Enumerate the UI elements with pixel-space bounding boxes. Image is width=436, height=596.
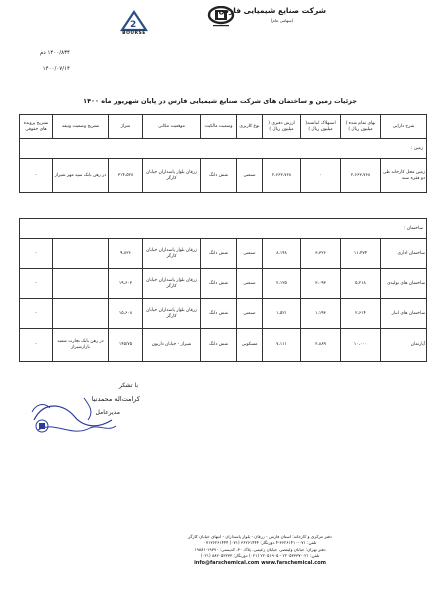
- column-header: تشریح وضعیت وثیقه: [53, 115, 109, 139]
- cell-book-value: ۲،۶۶۳،۷۶۸: [263, 159, 301, 193]
- cell-location: زرقان بلوار پاسداران خیابان کارگر: [143, 159, 201, 193]
- cell-location: زرقان بلوار پاسداران خیابان کارگر: [143, 299, 201, 329]
- cell-usage: صنعتی: [237, 269, 263, 299]
- cell-cost: ۱۰،۰۰۰: [341, 329, 381, 362]
- section-label-land: زمین :: [341, 139, 427, 159]
- cell-usage: صنعتی: [237, 299, 263, 329]
- company-name: شرکت صنایع شیمیایی فارس: [218, 6, 326, 15]
- column-header: بهای تمام شده ( میلیون ریال ): [341, 115, 381, 139]
- footer-tehran-address: دفتر تهران: خیابان ولیعصر، خیابان زعیمی، پلاک ۳۰، کدپستی: ۱۹۷۹۰-۱۹۸۸۱: [194, 546, 326, 552]
- cell-collateral: در رهن بانک سپه مهر شیراز: [53, 159, 109, 193]
- asset-table: [19, 114, 427, 362]
- svg-text:2: 2: [130, 20, 137, 30]
- cell-legal: -: [20, 159, 53, 193]
- cell-depreciation: ۱،۱۹۳: [301, 299, 341, 329]
- cell-asset: ساختمان های انبار: [381, 299, 427, 329]
- cell-collateral: [53, 239, 109, 269]
- cell-collateral: [53, 299, 109, 329]
- cell-asset: ساختمان اداری: [381, 239, 427, 269]
- cell-location: زرقان بلوار پاسداران خیابان کارگر: [143, 239, 201, 269]
- table-row: [20, 269, 427, 299]
- table-row: [20, 329, 427, 362]
- cell-area: ۳۱۴،۵۲۸: [109, 159, 143, 193]
- cell-cost: ۱۱،۴۷۴: [341, 239, 381, 269]
- cell-area: ۱۵،۶۰۸: [109, 299, 143, 329]
- table-row: [20, 239, 427, 269]
- cell-ownership: شش دانگ: [201, 269, 237, 299]
- cell-usage: صنعتی: [237, 239, 263, 269]
- cell-ownership: شش دانگ: [201, 329, 237, 362]
- cell-collateral: [53, 269, 109, 299]
- column-header: نوع کاربری: [237, 115, 263, 139]
- section-row-land: [20, 139, 427, 159]
- cell-ownership: شش دانگ: [201, 299, 237, 329]
- cell-book-value: ۱،۵۲۱: [263, 299, 301, 329]
- cell-cost: ۲،۶۱۴: [341, 299, 381, 329]
- company-subtitle: (سهامی عام): [270, 18, 294, 23]
- table-row: [20, 159, 427, 193]
- cell-legal: -: [20, 239, 53, 269]
- cell-usage: مسکونی: [237, 329, 263, 362]
- cell-depreciation: ۰: [301, 159, 341, 193]
- cell-ownership: شش دانگ: [201, 159, 237, 193]
- column-header: متراژ: [109, 115, 143, 139]
- column-header: تشریح پرونده های حقوقی: [20, 115, 53, 139]
- cell-cost: ۲،۶۶۳،۷۶۸: [341, 159, 381, 193]
- cell-book-value: ۸،۱۴۸: [263, 239, 301, 269]
- column-header: ارزش دفتری ( میلیون ریال ): [263, 115, 301, 139]
- letter-number: ۱۴۰۰/۸۳۴ دم: [39, 50, 70, 56]
- footer-website: info@farschemical.com www.farschemical.com: [194, 559, 326, 566]
- column-header: شرح دارایی: [381, 115, 427, 139]
- document-title: جزئیات زمین و ساختمان های شرکت صنایع شیمیایی فارس در پایان شهریور ماه ۱۴۰۰: [83, 97, 357, 105]
- column-header: موقعیت مکانی: [143, 115, 201, 139]
- cell-legal: -: [20, 329, 53, 362]
- cell-area: ۱۹،۶۰۳: [109, 269, 143, 299]
- table-row: [20, 299, 427, 329]
- cell-asset: ساختمان های تولیدی: [381, 269, 427, 299]
- section-label-buildings: ساختمان :: [341, 219, 427, 239]
- section-row-buildings: [20, 219, 427, 239]
- signatory-title: مدیرعامل: [95, 409, 120, 416]
- cell-location: زرقان بلوار پاسداران خیابان کارگر: [143, 269, 201, 299]
- column-header: استهلاک انباشته( میلیون ریال ): [301, 115, 341, 139]
- cell-depreciation: ۲،۸۸۹: [301, 329, 341, 362]
- cell-ownership: شش دانگ: [201, 239, 237, 269]
- table-header-row: [20, 115, 427, 139]
- company-stamp: [24, 390, 124, 445]
- signatory-name: کرامت‌اله محمدنیا: [91, 395, 140, 403]
- cell-usage: صنعتی: [237, 159, 263, 193]
- cell-legal: -: [20, 269, 53, 299]
- column-header: وضعیت مالکیت: [201, 115, 237, 139]
- footer-tehran-phone: تلفن: ۰۲۱-۲۲۰۵۳۳۳۷ - ۲۲۰۵۱۹۰۵ (۰۲۱) دورنگار: ۸۸۲۰۵۳۲۳۳ (۰۲۱): [200, 553, 320, 559]
- spacer-row: [20, 193, 427, 219]
- closing-thanks: با تشکر: [118, 382, 138, 389]
- cell-book-value: ۷،۱۱۱: [263, 329, 301, 362]
- cell-book-value: ۲،۱۲۵: [263, 269, 301, 299]
- bourse-label: BOURSE: [122, 31, 146, 36]
- cell-asset: آپارتمان: [381, 329, 427, 362]
- footer-phone-line: تلفن: ۰۷۱-۳۶۲۶۱۴۱۰-۴ دورنگار: ۳۶۲۶۱۴۴۴ (۰۷۱) ۰۷۱۳۶۲۶۱۴۴۴: [203, 540, 317, 546]
- footer-address-line: دفتر مرکزی و کارخانه: استان فارس - زرقان - بلوار پاسداران - انتهای خیابان کارگر: [188, 534, 332, 539]
- cell-depreciation: ۳،۰۹۳: [301, 269, 341, 299]
- footer-contact: [110, 534, 410, 566]
- cell-legal: -: [20, 299, 53, 329]
- cell-cost: ۵،۲۱۸: [341, 269, 381, 299]
- cell-asset: زمین محل کارخانه طی دو فقره سند: [381, 159, 427, 193]
- cell-location: شیراز - خیابان داریون: [143, 329, 201, 362]
- cell-collateral: در رهن بانک تجارت شعبه بازارشیراز: [53, 329, 109, 362]
- cell-area: ۱۴۵/۷۵: [109, 329, 143, 362]
- letter-date: ۱۴۰۰/۰۷/۱۴: [42, 66, 70, 72]
- cell-area: ۹،۸۲۶: [109, 239, 143, 269]
- cell-depreciation: ۳،۳۲۶: [301, 239, 341, 269]
